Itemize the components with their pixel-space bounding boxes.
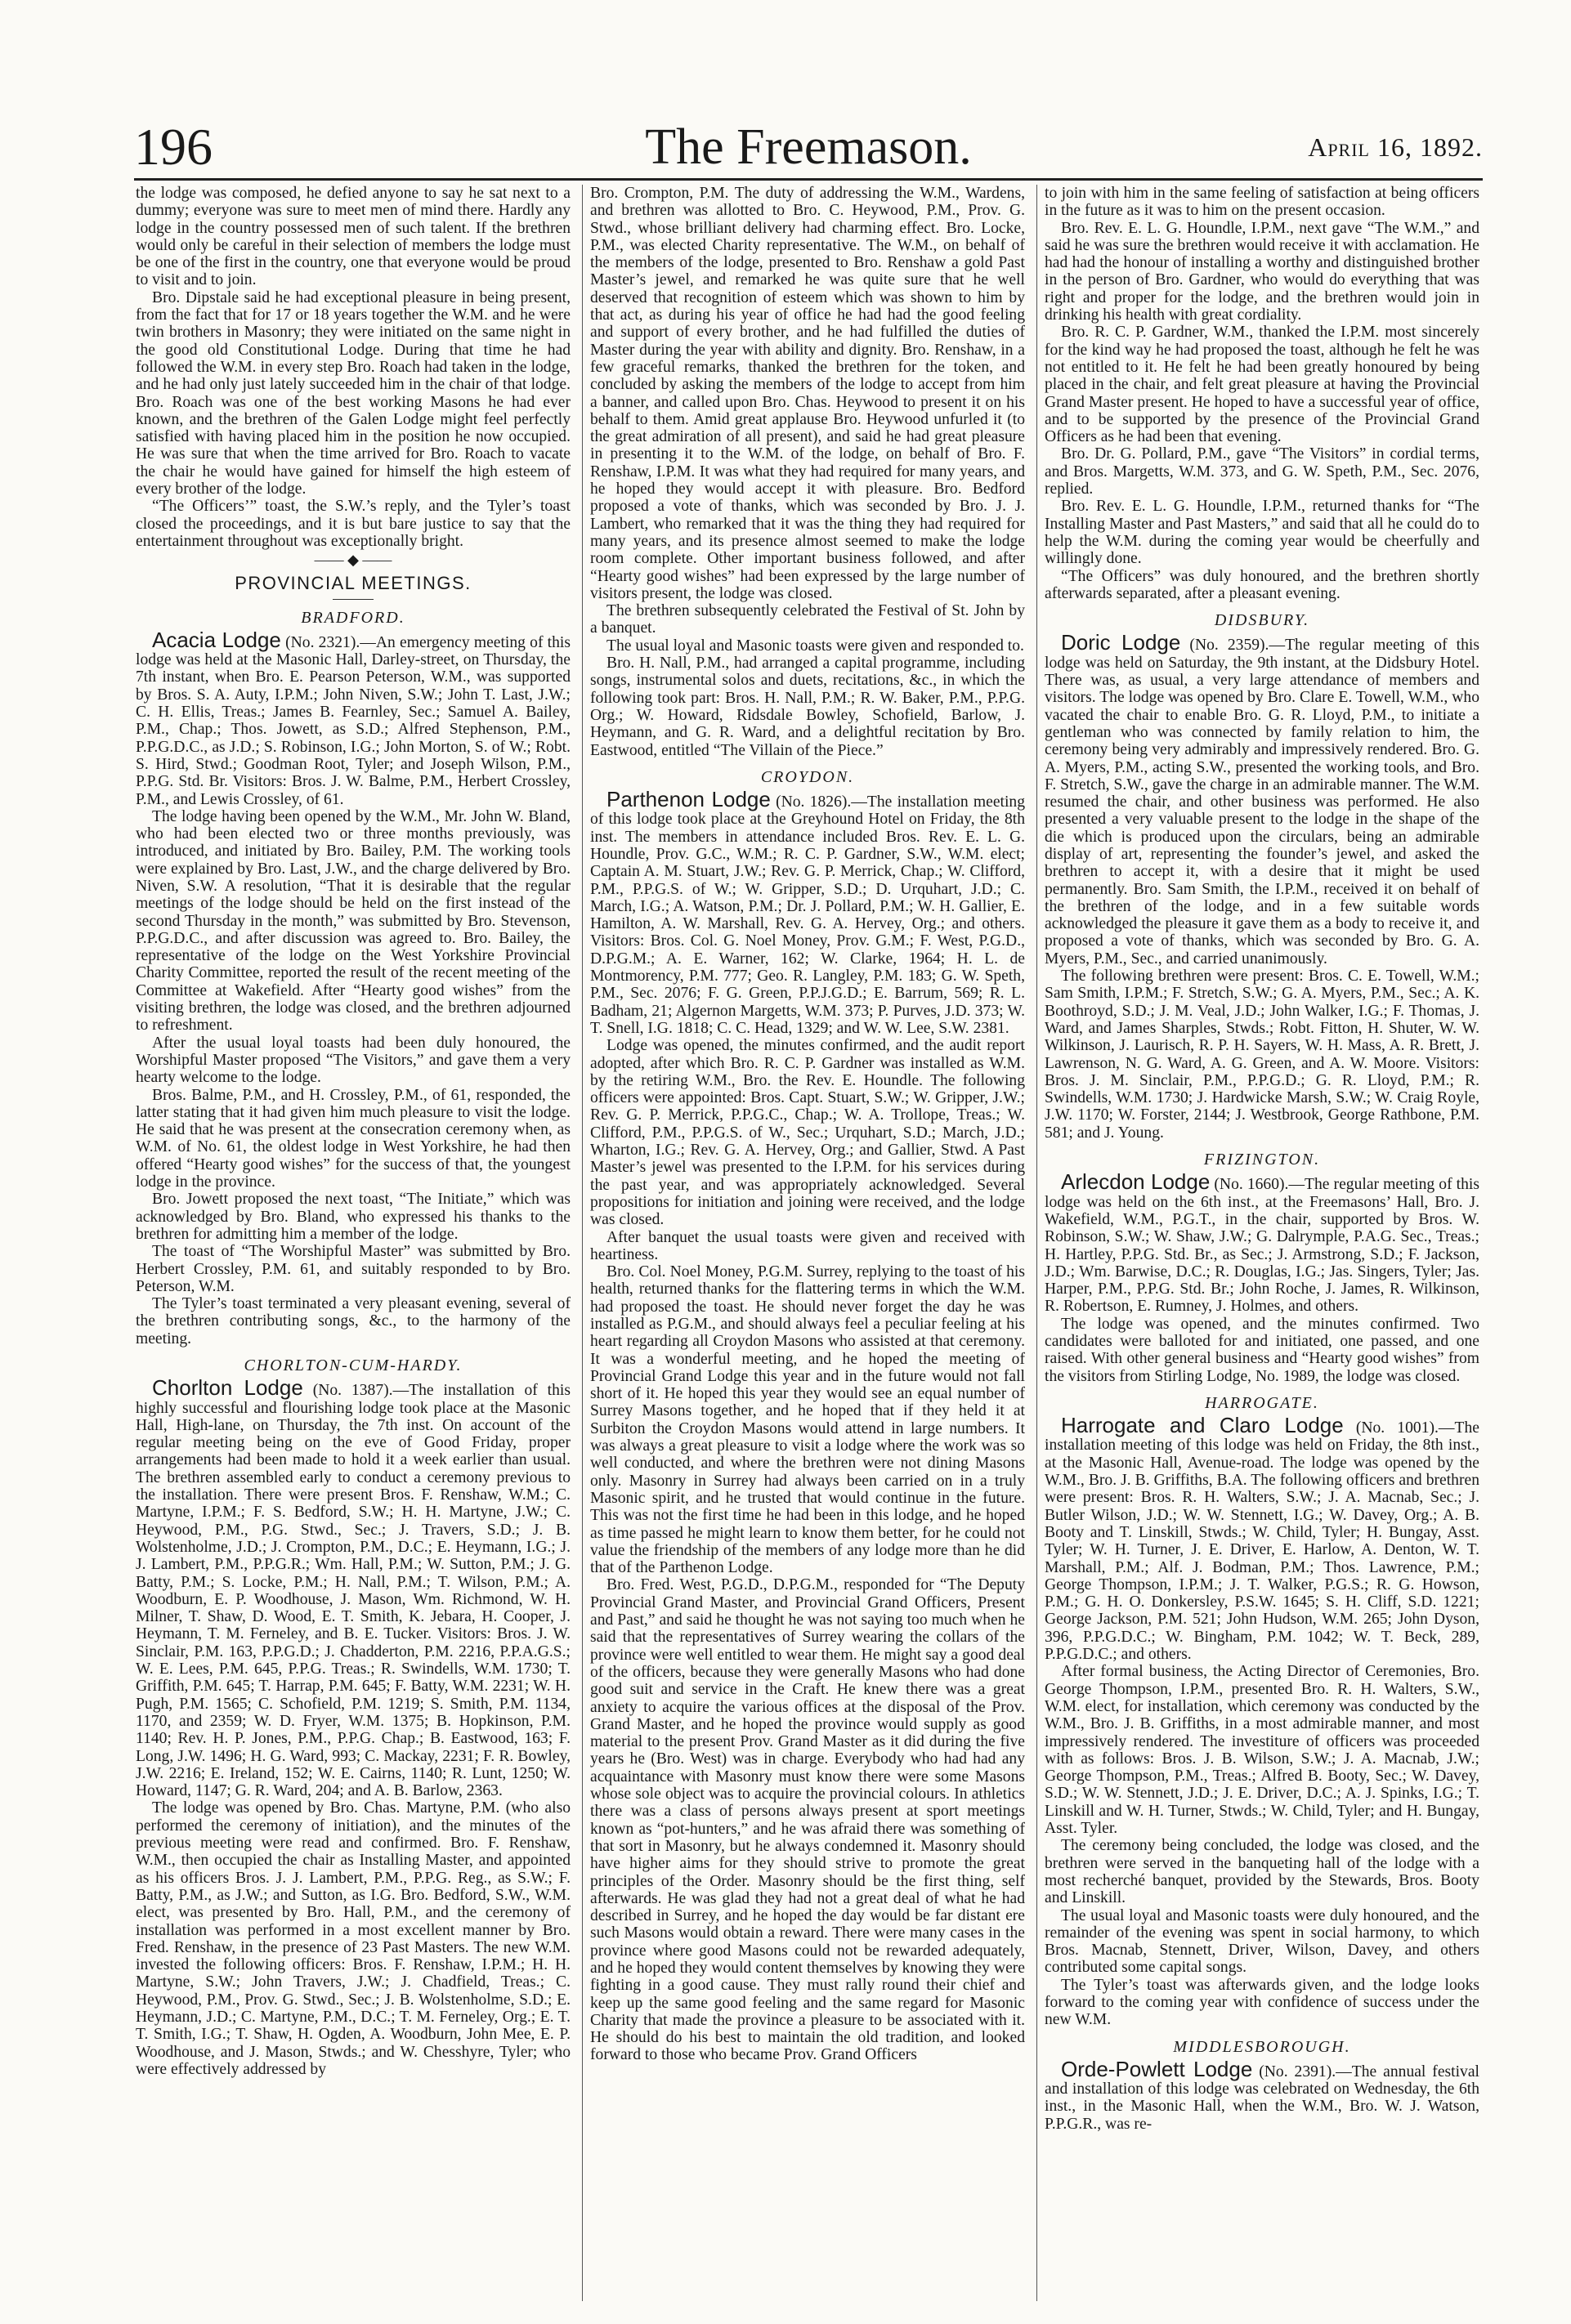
paragraph: Bro. Rev. E. L. G. Houndle, I.P.M., returned thanks for “The Installing Master and Past Masters,” and said that all he could do to help the W.M. during the coming year would be cheerfully and willingly done. — [1045, 498, 1479, 568]
column-divider — [582, 185, 583, 2301]
article-doric-lodge — [1045, 630, 1479, 968]
lodge-name: Harrogate and Claro Lodge — [1061, 1413, 1344, 1438]
paragraph: The following brethren were present: Bros. C. E. Towell, W.M.; Sam Smith, I.P.M.; F. Stretch, S.W.; G. A. Myers, P.M., Sec.; A. K. Boothroyd, S.D.; J. M. Veal, J.D.; John Walker, I.G.; F. Thomas, J. Ward, and James Sharples, Stwds.; Robt. Fitton, H. Shuter, W. W. Wilkinson, J. Laurisch, R. P. H. Sayers, W. H. Mass, A. R. Brett, J. Lawrenson, N. G. Ward, A. G. Green, and A. W. Moore. Visitors: Bros. J. M. Sinclair, P.M., P.P.G.D.; G. R. Lloyd, P.M.; R. Swindells, W.M. 1730; J. Hardwicke Marsh, S.W.; W. Craig Royle, J.W. 1170; W. Forster, 2144; J. Westbrook, George Rathbone, P.M. 581; and J. Young. — [1045, 968, 1479, 1142]
paragraph: Bro. Crompton, P.M. The duty of addressing the W.M., Wardens, and brethren was allotted to Bro. C. Heywood, P.M., Prov. G. Stwd., whose brilliant delivery had charming effect. Bro. Locke, P.M., was elected Charity representative. The W.M., on behalf of the members of the lodge, presented to Bro. Renshaw a gold Past Master’s jewel, and remarked he was quite sure that he well deserved that recognition of esteem which was shown to him by that act, as during his year of office he had had the good feeling and support of every brother, and he had fulfilled the duties of Master during the year with ability and dignity. Bro. Renshaw, in a few graceful remarks, thanked the brethren for the token, and concluded by asking the members of the lodge to accept from him a banner, and called upon Bro. Chas. Heywood to present it on his behalf to them. Amid great applause Bro. Heywood unfurled it (to the great admiration of all present), and said he had great pleasure in presenting it to the W.M. of the lodge, on behalf of Bro. F. Renshaw, I.P.M. It was what they had required for many years, and he hoped they would accept it with pleasure. Bro. Bedford proposed a vote of thanks, which was seconded by Bro. J. J. Lambert, who remarked that it was the thing they had required for many years, and its presence almost seemed to make the lodge room complete. Other important business followed, and after “Hearty good wishes” had been expressed by the large number of visitors present, the lodge was closed. — [590, 185, 1025, 602]
ornament-divider: —— ◆ —— — [314, 552, 392, 569]
lodge-number: (No. 1387). — [312, 1382, 393, 1400]
paragraph: to join with him in the same feeling of satisfaction at being officers in the future as it was to him on the present occasion. — [1045, 185, 1479, 220]
paragraph: The usual loyal and Masonic toasts were given and responded to. — [606, 637, 1024, 655]
lodge-number: (No. 1001). — [1355, 1419, 1439, 1437]
lodge-name: Acacia Lodge — [152, 627, 281, 652]
place-heading: BRADFORD. — [301, 608, 405, 627]
page-number: 196 — [134, 118, 213, 176]
article-text: —The regular meeting of this lodge was held on Saturday, the 9th instant, at the Didsbury Hotel. There was, as usual, a very large attendance of members and visitors. The lodge was opened by Bro. Clare E. Towell, W.M., who vacated the chair to enable Bro. G. R. Lloyd, P.M., to initiate a gentleman who was connected by family relation to him, the ceremony being very admirably and impressively rendered. Bro. G. A. Myers, P.M., acting S.W., presented the working tools, and Bro. F. Stretch, S.W., gave the charge in an admirable manner. The W.M. resumed the chair, and other business was performed. He also presented a very valuable present to the lodge in the shape of the die which is produced upon the circulars, being an admirable display of art, representing the founder’s jewel, and asked the brethren to accept it, with a desire that it might be used permanently. Bro. Sam Smith, the I.P.M., received it on behalf of the brethren of the lodge, and in a few suitable words acknowledged the pleasure it gave them as a body to receive it, and proposed a vote of thanks, which was seconded by Bro. G. A. Myers, P.M., Sec., and carried unanimously. — [1045, 637, 1479, 968]
paragraph: The brethren subsequently celebrated the Festival of St. John by a banquet. — [590, 602, 1025, 637]
article-arlecdon-lodge — [1045, 1169, 1479, 1316]
paragraph: The Tyler’s toast terminated a very pleasant evening, several of the brethren contributing songs, &c., to the harmony of the meeting. — [136, 1295, 571, 1347]
paragraph: Bros. Balme, P.M., and H. Crossley, P.M., of 61, responded, the latter stating that it had given him much pleasure to visit the lodge. He said that he was present at the consecration ceremony when, as W.M. of No. 61, the oldest lodge in West Yorkshire, he had then offered “Hearty good wishes” for the success of that, the youngest lodge in the province. — [136, 1086, 571, 1191]
article-text: —The annual festival and installation of this lodge was celebrated on Wednesday, the 6th inst., in the Masonic Hall, when the W.M., Bro. W. J. Watson, P.P.G.R., was re- — [1045, 2063, 1479, 2133]
article-chorlton-lodge — [136, 1375, 571, 1800]
column-2 — [590, 185, 1025, 2301]
paragraph: Bro. Jowett proposed the next toast, “The Initiate,” which was acknowledged by Bro. Bland, who expressed his thanks to the brethren for admitting him a member of the lodge. — [136, 1191, 571, 1243]
column-divider — [1036, 185, 1037, 2301]
paragraph: “The Officers” was duly honoured, and the brethren shortly afterwards separated, after a pleasant evening. — [1045, 567, 1479, 602]
paragraph: Bro. Col. Noel Money, P.G.M. Surrey, replying to the toast of his health, returned thanks for the flattering terms in which the W.M. had proposed the toast. He should never forget the day he was installed as P.G.M., and should always feel a peculiar feeling at his heart regarding all Croydon Masons who assisted at that ceremony. It was a wonderful meeting, and he hoped the meeting of Provincial Grand Lodge this year and in the future would not fall short of it. He hoped this year they would see an equal number of Surrey Masons together, and he hoped that if they held it at Surbiton the Croydon Masons would attend in large numbers. It was always a great pleasure to visit a lodge where the work was so well conducted, and where the brethren were not dining Masons only. Masonry in Surrey had always been carried on in a truly Masonic spirit, and he trusted that would continue in the future. This was not the first time he had been in this lodge, and he hoped as time passed he might learn to know them better, for he could not value the friendship of the members of any lodge more than he did that of the Parthenon Lodge. — [590, 1263, 1025, 1577]
lodge-name: Chorlton Lodge — [152, 1375, 303, 1401]
lodge-number: (No. 2391). — [1259, 2063, 1336, 2080]
paragraph: Bro. Rev. E. L. G. Houndle, I.P.M., next gave “The W.M.,” and said he was sure the brethren would receive it with acclamation. He had had the honour of installing a worthy and distinguished brother in the person of Bro. Gardner, who would do everything that was right and proper for the lodge, and the brethren would join in drinking his health with great cordiality. — [1045, 219, 1479, 324]
paragraph: the lodge was composed, he defied anyone to say he sat next to a dummy; everyone was sure to meet men of mind there. Hardly any lodge in the country possessed men of such talent. If the brethren would only be careful in their selection of members the lodge must be one of the first in the country, one that everyone would be proud to visit and to join. — [136, 185, 571, 289]
lodge-number: (No. 2359). — [1189, 637, 1269, 655]
lodge-name: Orde-Powlett Lodge — [1061, 2056, 1253, 2081]
article-acacia-lodge — [136, 627, 571, 808]
article-text: —The installation of this highly successful and flourishing lodge took place at the Masonic Hall, High-lane, on Thursday, the 7th inst. On account of the regular meeting being on the eve of Good Friday, proper arrangements had been made to hold it a week earlier than usual. The brethren assembled early to conduct a ceremony previous to the installation. There were present Bros. F. Renshaw, W.M.; C. Martyne, I.P.M.; F. S. Bedford, S.W.; H. H. Martyne, J.W.; C. Heywood, P.M., P.G. Stwd., Sec.; J. Travers, S.D.; J. B. Wolstenholme, J.D.; J. Crompton, P.M., D.C.; E. Heymann, I.G.; J. J. Lambert, P.M., P.P.G.R.; Wm. Hall, P.M.; W. Sutton, P.M.; J. G. Batty, P.M.; S. Locke, P.M.; H. Nall, P.M.; T. Wilson, P.M.; A. Woodburn, E. P. Woodhouse, J. Mason, Wm. Richmond, W. H. Milner, T. Shaw, D. Wood, E. T. Smith, K. Jebara, H. Cooper, J. Heymann, T. M. Ferneley, and B. E. Tucker. Visitors: Bros. J. W. Sinclair, P.M. 163, P.P.G.D.; J. Chadderton, P.M. 2216, P.P.A.G.S.; W. E. Lees, P.M. 645, P.P.G. Treas.; R. Swindells, W.M. 1730; T. Griffith, P.M. 645; T. Harrap, P.M. 645; F. Batty, W.M. 2231; W. H. Pugh, P.M. 1565; C. Schofield, P.M. 1219; S. Smith, P.M. 1134, 1170, and 2359; W. D. Fryer, W.M. 1375; B. Hopkinson, P.M. 1140; Rev. H. P. Jones, P.M., P.P.G. Chap.; B. Eastwood, 163; F. Long, J.W. 1496; H. G. Ward, 993; C. Mackay, 2231; F. R. Bowley, J.W. 2216; E. Ireland, 152; W. E. Cairns, 1140; R. Lunt, 1250; W. Howard, 1147; G. R. Ward, 204; and A. B. Barlow, 2363. — [136, 1382, 571, 1800]
paragraph: “The Officers’” toast, the S.W.’s reply, and the Tyler’s toast closed the proceedings, and it is but bare justice to say that the entertainment throughout was exceptionally bright. — [136, 498, 571, 550]
paragraph: After formal business, the Acting Director of Ceremonies, Bro. George Thompson, I.P.M., presented Bro. R. H. Walters, S.W., W.M. elect, for installation, which ceremony was conducted by the W.M., Bro. J. B. Griffiths, in a most admirable manner, and most impressively rendered. The investiture of officers was proceeded with as follows: Bros. J. B. Wilson, S.W.; J. A. Macnab, J.W.; George Thompson, P.M., Treas.; Alfred B. Booty, Sec.; W. Davey, S.D.; W. W. Stennett, J.D.; J. E. Driver, D.C.; A. J. Spinks, I.G.; T. Linskill and W. H. Turner, Stwds.; W. Child, Tyler; and H. Bungay, Asst. Tyler. — [1045, 1663, 1479, 1838]
paragraph: The Tyler’s toast was afterwards given, and the lodge looks forward to the coming year with confidence of success under the new W.M. — [1045, 1976, 1479, 2029]
article-text: —The regular meeting of this lodge was held on the 6th inst., at the Freemasons’ Hall, Bro. J. Wakefield, W.M., P.G.T., in the chair, supported by Bros. W. Robinson, S.W.; W. Shaw, J.W.; G. Dalrymple, P.A.G. Sec., Treas.; H. Hartley, P.P.G. Std. Br., as Sec.; J. Armstrong, S.D.; F. Jackson, J.D.; Wm. Barwise, D.C.; R. Douglas, I.G.; Jas. Singers, Tyler; Jas. Harper, P.M., P.P.G. Std. Br.; John Roche, J. James, R. Wilkinson, R. Robertson, E. Rumney, J. Holmes, and others. — [1045, 1176, 1479, 1316]
place-heading: FRIZINGTON. — [1203, 1151, 1321, 1169]
column-3 — [1045, 185, 1479, 2301]
masthead — [134, 118, 1483, 176]
header-rule — [134, 178, 1483, 181]
paragraph: The lodge was opened, and the minutes confirmed. Two candidates were balloted for and initiated, one passed, and one raised. With other general business and “Hearty good wishes” from the visitors from Stirling Lodge, No. 1989, the lodge was closed. — [1045, 1315, 1479, 1385]
paragraph: The lodge having been opened by the W.M., Mr. John W. Bland, who had been elected two or three months previously, was introduced, and initiated by Bro. Bailey, P.M. The working tools were explained by Bro. Last, J.W., and the charge delivered by Bro. Niven, S.W. A resolution, “That it is desirable that the regular meetings of the lodge should be held on the first instead of the second Thursday in the month,” was submitted by Bro. Stevenson, P.P.G.D.C., and after discussion was agreed to. Bro. Bailey, the representative of the lodge on the West Yorkshire Provincial Charity Committee, reported the result of the recent meeting of the Committee at Wakefield. After “Hearty good wishes” from the visiting brethren, the lodge was closed, and the brethren adjourned to refreshment. — [136, 807, 571, 1035]
article-parthenon-lodge — [590, 787, 1025, 1037]
short-rule — [333, 599, 374, 600]
paragraph: Bro. Fred. West, P.G.D., D.P.G.M., responded for “The Deputy Provincial Grand Master, and Provincial Grand Officers, Present and Past,” and said he thought he was not saying too much when he said that the representatives of Surrey wearing the collars of the province were well entitled to wear them. He might say a good deal of the officers, because they were generally Masons who had done good suit and service in the Craft. He knew there was a great anxiety to acquire the various offices at the disposal of the Prov. Grand Master, and he hoped the province would supply as good material to the present Prov. Grand Master as it did during the five years he (Bro. West) was in charge. Everybody who had had any acquaintance with Masonry must know there were some Masons whose sole object was to acquire the provincial colours. In athletics there was a class of persons always present at sport meetings known as “pot-hunters,” and he was afraid there was something of that sort in Masonry, but he always condemned it. Masonry should have higher aims for they should strive to promote the great principles of the Order. Masonry should be the first thing, self afterwards. He was glad they had not a great deal of what he had described in Surrey, and he hoped the day would be far distant ere such Masons would obtain a reward. There were many cases in the province where good Masons could not be rewarded adequately, and he hoped they would content themselves by knowing they were fighting in a good cause. They must rally round their chief and keep up the same good feeling and the same regard for Masonic Charity that made the province a pleasure to be associated with it. He should do his best to maintain the old tradition, and looked forward to those who became Prov. Grand Officers — [590, 1576, 1025, 2064]
article-text: —The installation meeting of this lodge took place at the Greyhound Hotel on Friday, the 8th inst. The members in attendance included Bros. Rev. E. L. G. Houndle, Prov. G.C., W.M.; R. C. P. Gardner, S.W., W.M. elect; Captain A. M. Stuart, J.W.; Rev. G. P. Merrick, Chap.; W. Clifford, P.M., P.P.G.S. of W.; W. Gripper, S.D.; D. Urquhart, J.D.; C. March, I.G.; A. Watson, P.M.; Dr. J. Pollard, P.M.; W. H. Gallier, E. Hamilton, A. W. Marshall, Rev. G. A. Hervey, Org.; and others. Visitors: Bros. Col. G. Noel Money, Prov. G.M.; F. West, P.G.D., D.P.G.M.; A. E. Warner, 162; W. Clarke, 1964; H. L. de Montmorency, P.M. 777; Geo. R. Langley, P.M. 183; G. W. Speth, P.M., Sec. 2076; F. G. Green, P.P.J.G.D.; E. Barrum, 569; R. L. Badham, 21; Algernon Margetts, W.M. 373; P. Purves, J.D. 373; W. T. Snell, I.G. 1818; C. C. Head, 1329; and W. W. Lee, S.W. 2381. — [590, 793, 1025, 1037]
place-heading: CHORLTON-CUM-HARDY. — [244, 1356, 463, 1374]
paragraph: Bro. Dipstale said he had exceptional pleasure in being present, from the fact that for 17 or 18 years together the W.M. and he were twin brothers in Masonry; they were initiated on the same night in the good old Constitutional Lodge. During that time he had followed the W.M. in every step Bro. Roach had taken in the lodge, and he had only just lately succeeded him in the chair of that lodge. Bro. Roach was one of the best working Masons he had ever known, and the brethren of the Galen Lodge might feel perfectly satisfied with having placed him in the position he now occupied. He was sure that when the time arrived for Bro. Roach to vacate the chair he would have gained for himself the high esteem of every brother of the lodge. — [136, 288, 571, 498]
column-1 — [136, 185, 571, 2301]
paragraph: The ceremony being concluded, the lodge was closed, and the brethren were served in the banqueting hall of the lodge with a most recherché banquet, provided by the Stewards, Bros. Booty and Linskill. — [1045, 1837, 1479, 1907]
paragraph: The usual loyal and Masonic toasts were duly honoured, and the remainder of the evening was spent in social harmony, to which Bros. Macnab, Stennett, Driver, Wilson, Davey, and others contributed some capital songs. — [1045, 1906, 1479, 1977]
lodge-number: (No. 2321). — [285, 633, 360, 651]
lodge-name: Arlecdon Lodge — [1061, 1169, 1211, 1195]
paragraph: Bro. Dr. G. Pollard, P.M., gave “The Visitors” in cordial terms, and Bros. Margetts, W.M. 373, and G. W. Speth, P.M., Sec. 2076, replied. — [1045, 445, 1479, 498]
paragraph: Bro. H. Nall, P.M., had arranged a capital programme, including songs, instrumental solos and duets, recitations, &c., in which the following took part: Bros. H. Nall, P.M.; R. W. Baker, P.M., P.P.G. Org.; W. Howard, Ridsdale Bowley, Schofield, Barlow, J. Heymann, and G. R. Ward, and a delightful recitation by Bro. Eastwood, entitled “The Villain of the Piece.” — [590, 655, 1025, 759]
article-orde-powlett-lodge — [1045, 2056, 1479, 2133]
paragraph: After the usual loyal toasts had been duly honoured, the Worshipful Master proposed “The Visitors,” and gave them a very hearty welcome to the lodge. — [136, 1034, 571, 1087]
paragraph: Bro. R. C. P. Gardner, W.M., thanked the I.P.M. most sincerely for the kind way he had proposed the toast, although he felt he was not entitled to it. He felt he had been greatly honoured by being placed in the chair, and felt great pleasure at having the Provincial Grand Master present. He hoped to have a successful year of office, and to be supported by the presence of the Provincial Grand Officers as he had been that evening. — [1045, 324, 1479, 446]
place-heading: HARROGATE. — [1205, 1393, 1319, 1412]
lodge-number: (No. 1660). — [1214, 1176, 1289, 1194]
lodge-name: Parthenon Lodge — [606, 787, 771, 812]
paragraph: The lodge was opened by Bro. Chas. Martyne, P.M. (who also performed the ceremony of initiation), and the minutes of the previous meeting were read and confirmed. Bro. F. Renshaw, W.M., then occupied the chair as Installing Master, and appointed as his officers Bros. J. J. Lambert, P.M., P.P.G. Reg., as S.W.; F. Batty, P.M., as J.W.; and Sutton, as I.G. Bro. Bedford, S.W., W.M. elect, was presented by Bro. Hall, P.M., and the ceremony of installation was performed in a most excellent manner by Bro. Fred. Renshaw, in the presence of 23 Past Masters. The new W.M. invested the following officers: Bros. F. Renshaw, I.P.M.; H. H. Martyne, S.W.; John Travers, J.W.; J. Chadfield, Treas.; C. Heywood, P.M., Prov. G. Stwd., Sec.; J. B. Wolstenholme, S.D.; E. Heymann, J.D.; C. Martyne, P.M., D.C.; T. M. Ferneley, Org.; E. T. T. Smith, I.G.; T. Shaw, H. Ogden, A. Woodburn, John Mee, E. P. Woodhouse, and J. Mason, Stwds.; and W. Chesshyre, Tyler; who were effectively addressed by — [136, 1799, 571, 2078]
lodge-number: (No. 1826). — [776, 793, 852, 811]
lodge-name: Doric Lodge — [1061, 630, 1181, 655]
section-heading: PROVINCIAL MEETINGS. — [235, 573, 472, 594]
paragraph: After banquet the usual toasts were given and received with heartiness. — [590, 1228, 1025, 1263]
place-heading: CROYDON. — [760, 767, 855, 786]
article-text: —An emergency meeting of this lodge was held at the Masonic Hall, Darley-street, on Thursday, the 7th instant, when Bro. E. Pearson Peterson, W.M., was supported by Bros. S. A. Auty, I.P.M.; John Niven, S.W.; John T. Last, J.W.; C. H. Ellis, Treas.; James B. Fearnley, Sec.; Samuel A. Bailey, P.M., Chap.; Thos. Jowett, as S.D.; Alfred Stephenson, P.M., P.P.G.D.C., as J.D.; S. Robinson, I.G.; John Morton, S. of W.; Robt. S. Hird, Stwd.; Goodman Root, Tyler; and Joseph Wilson, P.M., P.P.G. Std. Br. Visitors: Bros. J. W. Balme, P.M., Herbert Crossley, P.M., and Lewis Crossley, of 61. — [136, 633, 571, 808]
place-heading: DIDSBURY. — [1214, 611, 1310, 630]
paragraph: Lodge was opened, the minutes confirmed, and the audit report adopted, after which Bro. R. C. P. Gardner was installed as W.M. by the retiring W.M., Bro. the Rev. E. Houndle. The following officers were appointed: Bros. Capt. Stuart, S.W.; W. Gripper, J.W.; Rev. G. P. Merrick, P.P.G.C., Chap.; W. A. Trollope, Treas.; W. Clifford, P.M., P.P.G.S. of W., Sec.; Urquhart, S.D.; March, J.D.; Wharton, I.G.; Rev. G. A. Hervey, Org.; and Gallier, Stwd. A Past Master’s jewel was presented to the I.P.M. for his services during the past year, and was appropriately acknowledged. Several propositions for initiation and joining were received, and the lodge was closed. — [590, 1037, 1025, 1229]
article-text: —The installation meeting of this lodge was held on Friday, the 8th inst., at the Masonic Hall, Avenue-road. The lodge was opened by the W.M., Bro. J. B. Griffiths, B.A. The following officers and brethren were present: Bros. R. H. Walters, S.W.; J. A. Macnab, Sec.; J. Butler Wilson, J.D.; W. W. Stennett, I.G.; W. Davey, Org.; A. B. Booty and T. Linskill, Stwds.; W. Child, Tyler; H. Bungay, Asst. Tyler; W. H. Turner, J. E. Driver, E. Harlow, A. Denton, W. T. Marshall, P.M.; Alf. J. Bodman, P.M.; Thos. Lawrence, P.M.; George Thompson, I.P.M.; J. T. Walker, P.G.S.; R. G. Howson, P.M.; G. H. O. Donkersley, P.S.W. 1645; S. H. Cliff, S.D. 1221; George Jackson, P.M. 521; John Hudson, W.M. 265; John Dyson, 396, P.P.G.D.C.; W. Bingham, P.M. 1042; W. T. Beck, 289, P.P.G.D.C.; and others. — [1045, 1419, 1479, 1664]
place-heading: MIDDLESBOROUGH. — [1173, 2037, 1351, 2056]
newspaper-title: The Freemason. — [645, 119, 972, 175]
issue-date: April 16, 1892. — [1308, 132, 1483, 162]
paragraph: The toast of “The Worshipful Master” was submitted by Bro. Herbert Crossley, P.M. 61, and suitably responded to by Bro. Peterson, W.M. — [136, 1243, 571, 1295]
article-harrogate-lodge — [1045, 1413, 1479, 1664]
